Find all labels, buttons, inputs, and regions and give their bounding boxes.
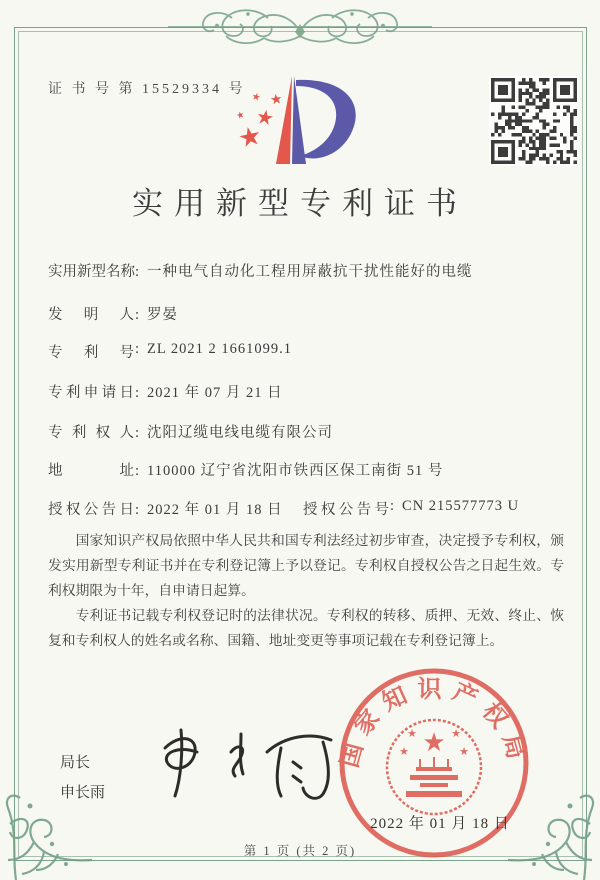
field-colon: : xyxy=(135,341,140,357)
svg-text:★: ★ xyxy=(399,745,409,758)
field-value: 一种电气自动化工程用屏蔽抗干扰性能好的电缆 xyxy=(147,264,473,280)
field-value: 2022 年 01 月 18 日 xyxy=(147,502,283,518)
svg-text:★: ★ xyxy=(254,103,277,131)
field-label: 专利号 xyxy=(48,345,134,361)
field-label: 地址 xyxy=(48,463,134,479)
seal-ring-text: 国家知识产权局 xyxy=(337,677,531,771)
svg-text:★: ★ xyxy=(235,120,265,155)
field-label: 发明人 xyxy=(48,307,134,323)
svg-text:★: ★ xyxy=(459,745,469,758)
signer-block xyxy=(60,748,105,808)
legal-text xyxy=(48,528,564,654)
certificate-number: 证 书 号 第 15529334 号 xyxy=(48,82,246,97)
field-colon: : xyxy=(390,498,395,514)
field-value: 沈阳辽缆电线电缆有限公司 xyxy=(147,425,334,441)
field-row-filing-date xyxy=(48,381,283,402)
legal-paragraph-2: 专利证书记载专利权登记时的法律状况。专利权的转移、质押、无效、终止、恢复和专利权人的姓名或名称、国籍、地址变更等事项记载在专利登记簿上。 xyxy=(48,608,564,649)
field-value: 罗晏 xyxy=(147,307,179,323)
qr-code xyxy=(489,76,579,166)
seal-date: 2022 年 01 月 18 日 xyxy=(370,816,510,832)
page-number: 第 1 页 (共 2 页) xyxy=(243,844,357,858)
svg-text:★: ★ xyxy=(250,91,262,104)
field-label: 授权公告日 xyxy=(48,502,134,518)
cnipa-logo-icon xyxy=(228,74,374,170)
field-colon: : xyxy=(135,502,140,518)
field-value: 110000 辽宁省沈阳市铁西区保工南街 51 号 xyxy=(147,463,444,479)
field-row-address xyxy=(48,459,443,480)
field-pair-grant-number xyxy=(303,498,519,519)
national-emblem-icon xyxy=(387,720,481,814)
signer-title: 局长 xyxy=(60,755,91,771)
field-value: 2021 年 07 月 21 日 xyxy=(147,385,283,401)
field-colon: : xyxy=(135,463,140,479)
svg-text:★: ★ xyxy=(268,91,284,109)
field-row-patentee xyxy=(48,421,333,442)
field-label: 专利权人 xyxy=(48,425,134,441)
field-colon: : xyxy=(135,425,140,441)
svg-text:★: ★ xyxy=(235,109,246,122)
field-label: 授权公告号 xyxy=(303,502,389,518)
commissioner-signature xyxy=(135,722,345,812)
field-colon: : xyxy=(135,307,140,323)
legal-paragraph-1: 国家知识产权局依照中华人民共和国专利法经过初步审查，决定授予专利权，颁发实用新型专利证书并在专利登记簿上予以登记。专利权自授权公告之日起生效。专利权期限为十年，自申请日起算。 xyxy=(48,533,564,599)
field-label: 专利申请日 xyxy=(48,385,134,401)
signer-name: 申长雨 xyxy=(60,785,106,801)
field-label: 实用新型名称 xyxy=(48,264,135,280)
svg-text:★: ★ xyxy=(422,728,446,758)
top-flourish-ornament-icon xyxy=(168,6,432,48)
svg-text:★: ★ xyxy=(451,727,461,740)
field-row-grant xyxy=(48,498,563,519)
field-colon: : xyxy=(135,264,140,280)
field-colon: : xyxy=(135,385,140,401)
field-value: ZL 2021 2 1661099.1 xyxy=(147,341,292,357)
svg-text:★: ★ xyxy=(407,727,417,740)
field-row-inventor xyxy=(48,303,178,324)
field-row-patent-number xyxy=(48,341,292,362)
field-value: CN 215577773 U xyxy=(402,498,520,514)
certificate-title: 实用新型专利证书 xyxy=(132,186,468,221)
field-row-utility-model-name xyxy=(48,260,473,281)
